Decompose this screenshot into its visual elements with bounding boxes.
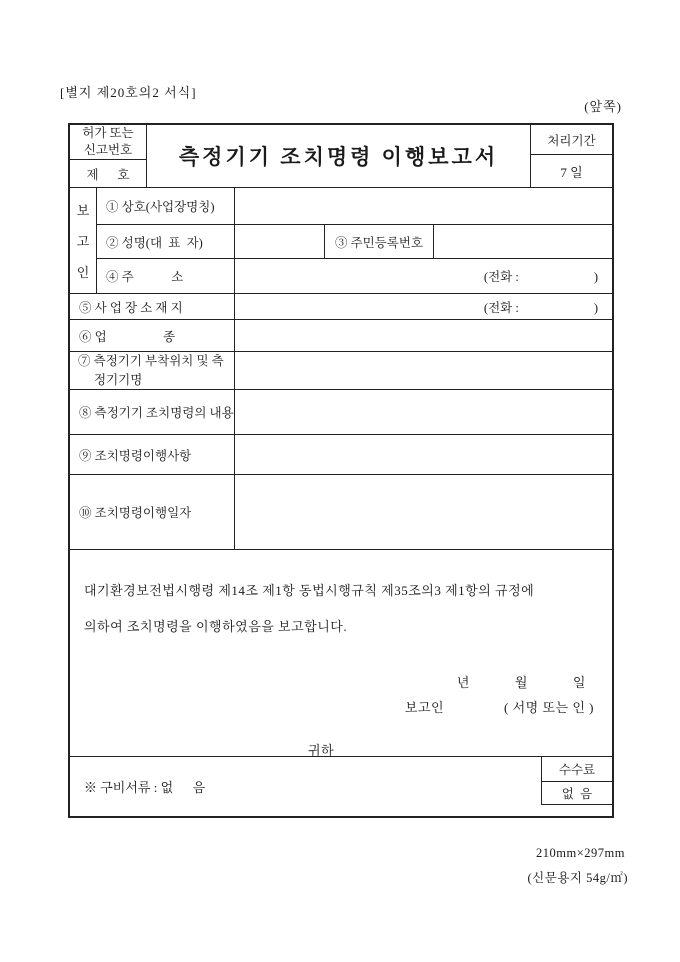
business-site-location-input[interactable]: (전화 : ) xyxy=(235,294,612,320)
processing-period-value: 7 일 xyxy=(531,155,612,188)
resident-registration-number-input[interactable] xyxy=(434,225,612,259)
business-name-label: ① 상호(사업장명칭) xyxy=(97,188,235,225)
order-implementation-date-label: ⑩ 조치명령이행일자 xyxy=(70,475,235,550)
fee-label: 수수료 xyxy=(541,757,612,782)
front-side-note: (앞쪽) xyxy=(584,99,622,114)
instrument-location-name-input[interactable] xyxy=(235,352,612,390)
resident-registration-number-label: ③ 주민등록번호 xyxy=(325,225,434,259)
reporter-char-2: 고 xyxy=(76,234,90,249)
required-documents-note: ※ 구비서류 : 없 음 xyxy=(84,780,206,795)
processing-period-label: 처리기간 xyxy=(531,125,612,155)
paper-type-note: (신문용지 54g/㎡) xyxy=(527,871,628,885)
form-number-note: [별지 제20호의2 서식] xyxy=(60,85,197,100)
fee-value: 없 음 xyxy=(541,782,612,805)
order-implementation-date-input[interactable] xyxy=(235,475,612,550)
report-form-table xyxy=(68,123,614,818)
statement-line-2: 의하여 조치명령을 이행하였음을 보고합니다. xyxy=(84,619,348,634)
reporter-party-label xyxy=(70,188,97,294)
reporter-char-3: 인 xyxy=(76,265,90,280)
order-implementation-details-input[interactable] xyxy=(235,435,612,475)
business-type-input[interactable] xyxy=(235,320,612,352)
paper-size-note: 210mm×297mm xyxy=(536,846,625,860)
recipient-line: 귀하 xyxy=(307,743,335,758)
statement-line-1: 대기환경보전법시행령 제14조 제1항 동법시행규칙 제35조의3 제1항의 규정에 xyxy=(84,583,535,598)
business-type-label: ⑥ 업 종 xyxy=(70,320,235,352)
permit-or-report-number-label xyxy=(70,125,147,160)
representative-name-label: ② 성명(대 표 자) xyxy=(97,225,235,259)
representative-name-input[interactable] xyxy=(235,225,325,259)
date-line[interactable]: 년 월 일 xyxy=(456,675,586,690)
order-implementation-details-label: ⑨ 조치명령이행사항 xyxy=(70,435,235,475)
reporter-char-1: 보 xyxy=(76,203,90,218)
business-site-location-label: ⑤ 사 업 장 소 재 지 xyxy=(70,294,235,320)
address-label: ④ 주 소 xyxy=(97,259,235,294)
corrective-order-content-label: ⑧ 측정기기 조치명령의 내용 xyxy=(70,390,235,435)
business-name-input[interactable] xyxy=(235,188,612,225)
permit-label-line2: 신고번호 xyxy=(83,143,133,157)
corrective-order-content-input[interactable] xyxy=(235,390,612,435)
form-title: 측정기기 조치명령 이행보고서 xyxy=(147,125,531,188)
reporter-signature-line[interactable]: 보고인 ( 서명 또는 인 ) xyxy=(404,700,594,715)
statement-block xyxy=(70,550,612,757)
document-number-cell: 제 호 xyxy=(70,160,147,188)
instrument-location-name-label: ⑦ 측정기기 부착위치 및 측정기기명 xyxy=(70,352,235,390)
address-input[interactable]: (전화 : ) xyxy=(235,259,612,294)
permit-label-line1: 허가 또는 xyxy=(82,126,134,141)
